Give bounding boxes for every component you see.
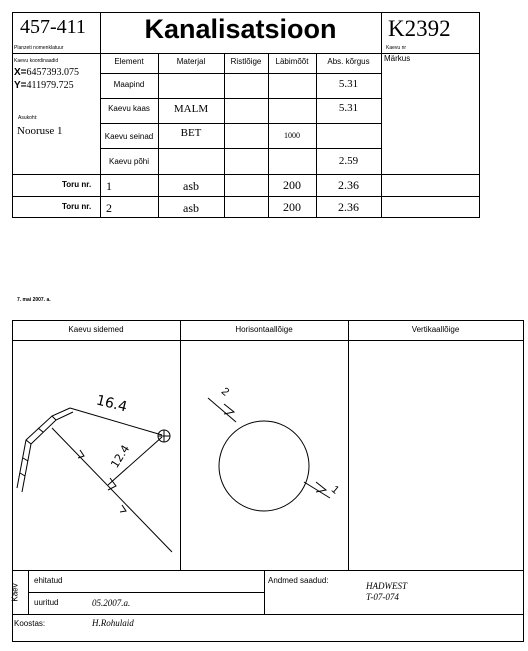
pipe-2-marker: 2 <box>218 385 232 399</box>
coord-y-value: 411979.725 <box>26 80 74 91</box>
author-label: Koostas: <box>14 619 46 628</box>
row-material: BET <box>180 127 202 139</box>
coord-x <box>14 67 79 78</box>
row-element: Kaevu põhi <box>108 157 150 166</box>
well-number-label: Kaevu nr <box>386 45 407 51</box>
pipe-material: asb <box>183 179 199 193</box>
data-source-label: Andmed saadud: <box>268 576 329 585</box>
location-label: Asukoht: <box>18 115 38 121</box>
nomenclature-code: 457-411 <box>20 16 86 38</box>
author-value: H.Rohulaid <box>92 618 134 628</box>
pipe-diameter: 200 <box>283 178 301 192</box>
pipe-1-marker: 1 <box>328 483 342 497</box>
col-header-cross-section: Ristlõige <box>230 57 262 66</box>
row-element: Kaevu seinad <box>104 132 154 141</box>
pipe-label: Toru nr. <box>62 202 92 211</box>
col-header-abs-height: Abs. kõrgus <box>327 57 370 66</box>
data-source-code: T-07-074 <box>366 592 399 602</box>
row-material: MALM <box>173 103 209 115</box>
panel-title-horizontal: Horisontaallõige <box>235 325 293 334</box>
row-height: 2.59 <box>338 155 359 167</box>
pipe-no: 2 <box>106 201 112 215</box>
surveyed-label: uuritud <box>34 598 59 607</box>
nomenclature-label: Planzeti nomenklatuur <box>14 45 64 51</box>
well-number: K2392 <box>388 16 451 41</box>
coord-y <box>14 80 74 91</box>
dimension-b-label: 12.4 <box>108 442 133 471</box>
row-height: 5.31 <box>338 102 359 114</box>
panel-title-vertical: Vertikaallõige <box>411 325 460 334</box>
col-header-remarks: Märkus <box>384 54 411 63</box>
row-element: Kaevu kaas <box>108 104 150 113</box>
pipe-diameter: 200 <box>283 200 301 214</box>
surveyed-value: 05.2007.a. <box>92 598 131 608</box>
data-source-company: HADWEST <box>366 581 407 591</box>
pipe-height: 2.36 <box>338 178 359 192</box>
row-diameter: 1000 <box>284 131 300 140</box>
pipe-height: 2.36 <box>338 200 359 214</box>
coord-y-label: Y= <box>14 80 27 91</box>
location-value: Nooruse 1 <box>17 125 63 137</box>
connections-sketch <box>12 340 180 570</box>
col-header-diameter: Läbimõõt <box>275 57 309 66</box>
coord-x-value: 6457393.075 <box>26 67 80 78</box>
dimension-a-label: 16.4 <box>94 392 129 416</box>
row-height: 5.31 <box>338 78 359 90</box>
pipe-no: 1 <box>106 179 112 193</box>
row-element: Maapind <box>113 80 145 89</box>
panel-title-connections: Kaevu sidemed <box>68 325 124 334</box>
col-header-material: Materjal <box>176 57 206 66</box>
restored-label: ehitatud <box>34 576 63 585</box>
side-label: Kaev <box>10 583 20 602</box>
coords-label: Kaevu koordinaadid <box>14 58 59 64</box>
horizontal-section-sketch <box>180 340 348 570</box>
col-header-element: Element <box>114 57 144 66</box>
page-title: Kanalisatsioon <box>144 14 337 44</box>
coord-x-label: X= <box>14 67 27 78</box>
pipe-material: asb <box>183 201 199 215</box>
pipe-label: Toru nr. <box>62 180 92 189</box>
date-note: 7. mai 2007. a. <box>17 297 51 303</box>
